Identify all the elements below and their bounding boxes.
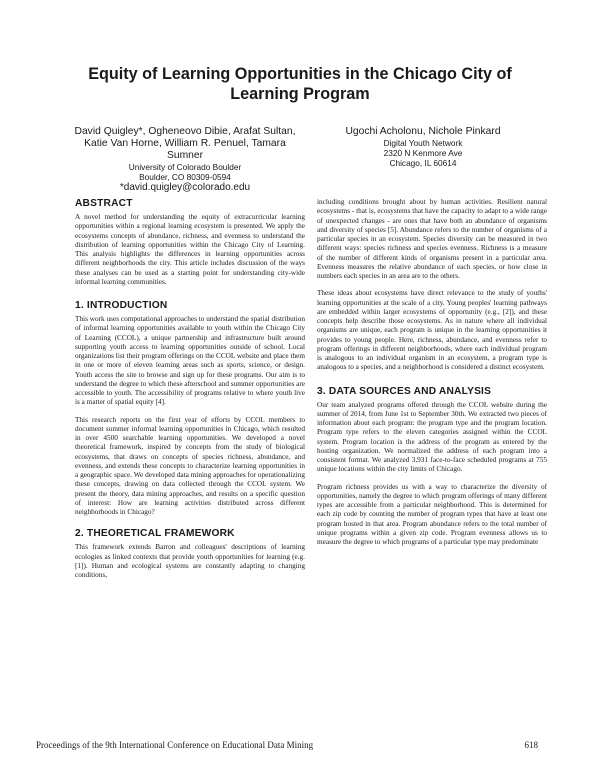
author-city: Chicago, IL 60614 (389, 158, 457, 168)
author-address: 2320 N Kenmore Ave (383, 148, 463, 158)
theory-paragraph: including conditions brought about by human activities. Resilient natural ecosystems - that is, ecosystems that have the capacity to adapt to a wide range of unexpected changes - are ones that have both an abundance of organisms and diversity of species [5]. Abundance refers to the number of organisms of a particular species in an ecosystem. Species diversity can be measured in two different ways: species richness and species evenness. Richness is a measure of the number of different kinds of organisms present in a particular area. Evenness measures the relative abundance of each species, or how close in numbers each species in an area are to the others. (317, 198, 547, 280)
theory-paragraph: These ideas about ecosystems have direct relevance to the study of youths' learning opportunities at the scale of a city. Young peoples' learning pathways are embedded within larger ecosystems of opportunity (e.g., [2]), and these concepts help describe those ecosystems. As in nature where all individual organisms are unique, each program is unique in the learning opportunities it provides to young people. Here, richness, abundance, and evenness refer to program offerings in different neighborhoods, where each individual program is analogous to an individual organism in an ecosystem, a program type is analogous to a species, and a neighborhood is considered a distinct ecosystem. (317, 289, 547, 372)
author-email: *david.quigley@colorado.edu (119, 182, 251, 193)
page-number: 618 (524, 740, 538, 750)
author-names: David Quigley*, Ogheneovo Dibie, Arafat Sultan, Katie Van Horne, William R. Penuel, Tamara Sumner (74, 126, 296, 161)
data-sources-paragraph: Program richness provides us with a way to characterize the diversity of opportunities, namely the degree to which program offerings of many different types are accessible from a particular neighborhood. This is determined for each zip code by counting the number of program types that have at least one program hosted in that area. Program abundance refers to the total number of unique programs within a given zip code. Program evenness allows us to measure the degree to which programs of a particular type may predominate (317, 482, 547, 546)
abstract-heading: ABSTRACT (75, 198, 133, 209)
theory-paragraph: This framework extends Barron and colleagues' descriptions of learning ecologies as linked contexts that provide youth opportunities for learning (e.g. [1]). Human and ecological systems are constantly adapting to changing conditions, (75, 543, 305, 579)
author-names: Ugochi Acholonu, Nichole Pinkard (345, 126, 501, 137)
right-column (317, 198, 547, 547)
data-sources-paragraph: Our team analyzed programs offered through the CCOL website during the summer of 2014, from June 1st to September 30th. We extracted two pieces of information about each program: the program type and the program location. Program type refers to the eleven categories assigned within the CCOL system. Program location is the address of the program as entered by the hosting organization. We normalized the address of each program into a consistent format. We analyzed 3,931 face-to-face scheduled programs at 755 unique locations within the city limits of Chicago. (317, 400, 547, 474)
author-affiliation: University of Colorado Boulder (128, 162, 242, 172)
left-column (75, 198, 305, 580)
introduction-heading: 1. INTRODUCTION (75, 300, 168, 311)
author-address: Boulder, CO 80309-0594 (139, 172, 231, 182)
data-sources-heading: 3. DATA SOURCES AND ANALYSIS (317, 385, 492, 397)
introduction-paragraph: This research reports on the first year of efforts by CCOL members to document summer informal learning opportunities in Chicago, which resulted in over 4500 searchable learning opportunities. We developed a novel theoretical framework, inspired by concepts from the study of biological ecosystems, that draws on concepts of species richness, abundance, and evenness, and extends these concepts to characterize learning opportunities in a geographic space. We developed data mining approaches for operationalizing these concepts, drawing on data collected through the CCOL system. We present the theory, data mining approaches, and results on a specific question of interest: How are learning activities distributed across different neighborhoods in Chicago? (75, 415, 305, 516)
footer-proceedings: Proceedings of the 9th International Conference on Educational Data Mining (36, 740, 314, 750)
introduction-paragraph: This work uses computational approaches to understand the spatial distribution of informal learning opportunities available to youth within the Chicago City of Learning (CCOL), a unique partnership and infrastructure built around supporting youth access to learning opportunities outside of school. Local organizations list their program offerings on the CCOL website and place them in one or more of eleven learning areas such as sports, science, or design. Youth access the site to browse and sign up for these programs. Our aim is to understand the degree to which these afterschool and summer opportunities are accessible to youth. The accessibility of programs relative to where youth live is a matter of spatial equity [4]. (75, 315, 305, 407)
theory-heading: 2. THEORETICAL FRAMEWORK (75, 528, 235, 540)
author-affiliation: Digital Youth Network (383, 138, 463, 148)
paper-title: Equity of Learning Opportunities in the Chicago City of Learning Program (88, 65, 512, 103)
author-block-right (318, 126, 528, 168)
author-block-left (70, 126, 300, 194)
abstract-text: A novel method for understanding the equity of extracurricular learning opportunities within a regional learning ecosystem is presented. We apply the ecosystems concepts of abundance, richness, and evenness to understand the distribution of learning opportunities within the Chicago City of Learning. This analysis highlights the differences in learning opportunities across different neighborhoods the city. This article includes discussion of the ways these analyses can be used as a starting point for understanding city-wide informal learning communities. (75, 213, 305, 286)
